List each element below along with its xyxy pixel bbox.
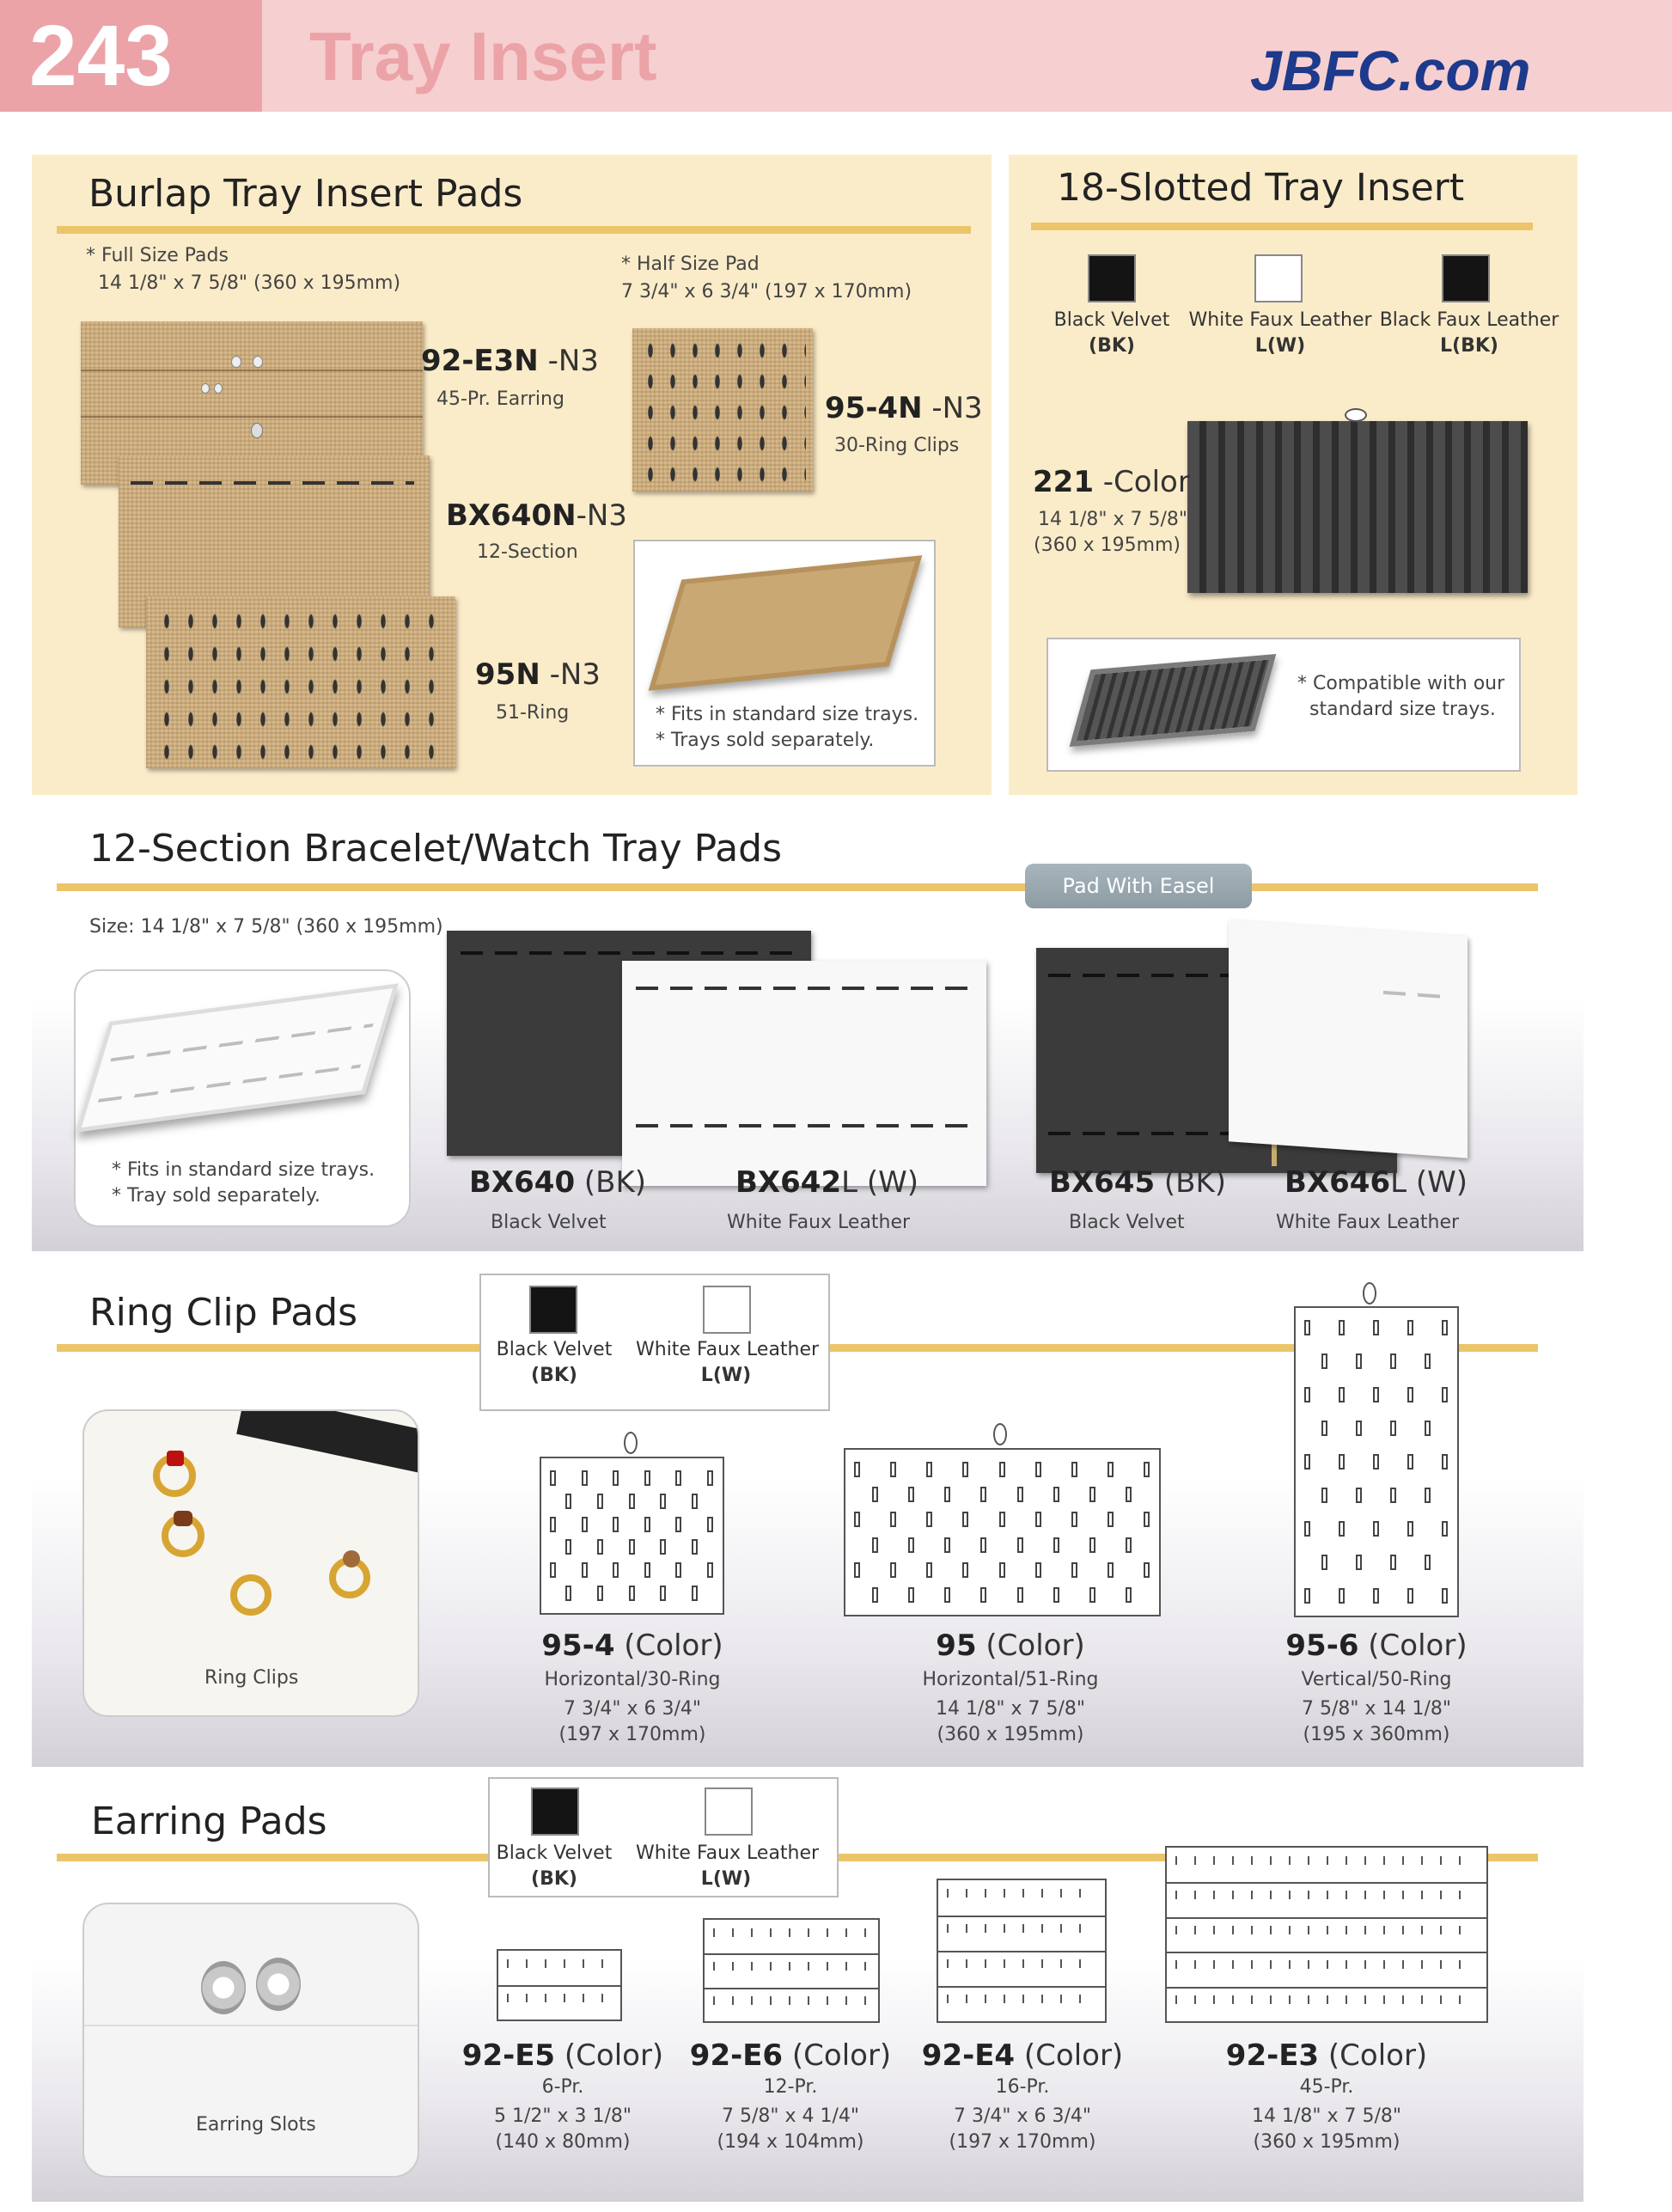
slotted-tray-photo xyxy=(1070,654,1277,747)
ring-slot xyxy=(1053,1587,1059,1603)
slotted-dims-2: (360 x 195mm) xyxy=(1034,535,1181,556)
ring-slot xyxy=(999,1462,1005,1477)
swatch-white-faux-leather[interactable] xyxy=(1254,254,1303,302)
ring-slot xyxy=(565,1494,571,1509)
earring-row-divider xyxy=(1167,1952,1486,1953)
bracelet-desc-bx642l: White Faux Leather xyxy=(727,1212,911,1233)
ring-slot xyxy=(1442,1320,1448,1335)
ring-slot xyxy=(1407,1588,1413,1604)
slotted-tray-photo-box xyxy=(1047,638,1521,772)
burlap-code-95-4n: 95-4N -N3 xyxy=(825,391,983,425)
earring-row-divider xyxy=(705,1953,878,1955)
ring-slot xyxy=(1442,1588,1448,1604)
earring-dims2-92-e6: (194 x 104mm) xyxy=(717,2131,864,2153)
compat-note-2: standard size trays. xyxy=(1309,699,1496,720)
ring-slot xyxy=(926,1512,932,1527)
ring-slot xyxy=(1390,1488,1396,1503)
ring-slot xyxy=(1144,1512,1150,1527)
ring-clip-title: Ring Clip Pads xyxy=(89,1291,358,1335)
ring-code-95-6: 95-6 (Color) xyxy=(1285,1628,1468,1663)
earring-swatch-white-faux-leather[interactable] xyxy=(705,1787,753,1836)
earring-title: Earring Pads xyxy=(91,1800,327,1843)
ring-slot xyxy=(1071,1462,1077,1477)
ring-slot xyxy=(854,1462,860,1477)
diagram-92-e4 xyxy=(937,1879,1107,2023)
ring-slot xyxy=(1017,1487,1023,1502)
earring-dims1-92-e3: 14 1/8" x 7 5/8" xyxy=(1251,2105,1402,2127)
ring-clips-label: Ring Clips xyxy=(204,1667,299,1689)
earring-row-divider xyxy=(938,1916,1105,1917)
burlap-title: Burlap Tray Insert Pads xyxy=(88,172,523,216)
ring-slot xyxy=(1089,1587,1095,1603)
ring-slot xyxy=(613,1562,619,1578)
diagram-95 xyxy=(844,1448,1161,1616)
earring-slots-photo-box xyxy=(82,1903,419,2178)
burlap-tray-photo-box xyxy=(633,540,936,767)
ring-slot xyxy=(1339,1320,1345,1335)
ring-slot xyxy=(629,1586,635,1601)
ring-slot xyxy=(1425,1488,1431,1503)
ring-slot xyxy=(1442,1387,1448,1402)
ring-slot xyxy=(908,1487,914,1502)
ring-slot xyxy=(692,1494,698,1509)
ring-slot xyxy=(890,1512,896,1527)
burlap-desc-bx640n: 12-Section xyxy=(477,541,578,563)
ring-slot xyxy=(1108,1462,1114,1477)
ring-clips-photo-box xyxy=(82,1409,419,1717)
ring-slot xyxy=(1339,1387,1345,1402)
ring-slot xyxy=(854,1562,860,1578)
swatch-label-white-faux-leather: White Faux Leather L(W) xyxy=(1188,309,1372,357)
ring-slot xyxy=(597,1539,603,1555)
earring-desc-92-e3: 45-Pr. xyxy=(1299,2076,1354,2098)
burlap-desc-95n: 51-Ring xyxy=(496,702,570,724)
ring-slot xyxy=(1035,1462,1041,1477)
ring-slot xyxy=(1356,1353,1362,1369)
ring-image xyxy=(329,1557,370,1598)
slotted-dims-1: 14 1/8" x 7 5/8" xyxy=(1038,509,1188,530)
ring-slot xyxy=(707,1517,713,1532)
earring-desc-92-e6: 12-Pr. xyxy=(763,2076,818,2098)
ring-slot xyxy=(962,1462,968,1477)
ring-slot xyxy=(999,1512,1005,1527)
ring-slot xyxy=(613,1470,619,1486)
ring-slot xyxy=(644,1517,650,1532)
ring-dims1-95-6: 7 5/8" x 14 1/8" xyxy=(1301,1698,1452,1720)
burlap-tray-photo xyxy=(649,555,923,691)
ring-slot xyxy=(1321,1555,1327,1570)
ring-slot xyxy=(926,1562,932,1578)
ring-dims2-95-6: (195 x 360mm) xyxy=(1303,1724,1450,1745)
pull-tab-icon xyxy=(1345,408,1367,422)
burlap-rule xyxy=(57,226,971,234)
swatch-black-velvet[interactable] xyxy=(1088,254,1136,302)
ring-slot xyxy=(692,1539,698,1555)
slotted-code: 221 -Color xyxy=(1033,465,1190,499)
burlap-code-bx640n: BX640N-N3 xyxy=(446,498,627,533)
ring-slot xyxy=(1425,1421,1431,1436)
earring-desc-92-e5: 6-Pr. xyxy=(541,2076,584,2098)
slotted-title: 18-Slotted Tray Insert xyxy=(1057,166,1465,210)
hang-loop-icon xyxy=(993,1423,1007,1445)
ring-slot xyxy=(944,1537,950,1553)
ring-image xyxy=(162,1514,204,1557)
ring-slot xyxy=(980,1537,986,1553)
earring-dims2-92-e5: (140 x 80mm) xyxy=(495,2131,631,2153)
bracelet-desc-bx646l: White Faux Leather xyxy=(1276,1212,1460,1233)
ring-desc-95-6: Vertical/50-Ring xyxy=(1301,1669,1452,1690)
ring-slot xyxy=(675,1470,681,1486)
ring-slot xyxy=(944,1487,950,1502)
earring-slot-row xyxy=(507,1959,612,1968)
ring-slot xyxy=(1407,1454,1413,1470)
earring-slot-row xyxy=(1175,1926,1478,1934)
earring-code-92-e4: 92-E4 (Color) xyxy=(921,2038,1124,2073)
ring-slot xyxy=(854,1512,860,1527)
ring-slot xyxy=(999,1562,1005,1578)
earring-dims1-92-e6: 7 5/8" x 4 1/4" xyxy=(721,2105,860,2127)
earring-slot-row xyxy=(713,1996,870,2005)
ring-swatch-black-velvet[interactable] xyxy=(529,1286,577,1334)
earring-slot-row xyxy=(1175,1960,1478,1969)
ring-slot xyxy=(597,1586,603,1601)
ring-slot xyxy=(550,1562,556,1578)
ring-slot xyxy=(660,1539,666,1555)
diagram-92-e5 xyxy=(497,1949,622,2021)
earring-slot-row xyxy=(947,1924,1096,1933)
ring-slot xyxy=(1390,1555,1396,1570)
earring-slot-row xyxy=(1175,1891,1478,1899)
ring-slot xyxy=(1126,1537,1132,1553)
ring-case-edge xyxy=(236,1409,419,1473)
ring-slot xyxy=(582,1517,588,1532)
burlap-code-92-e3n: 92-E3N -N3 xyxy=(421,344,599,378)
bracelet-code-bx640: BX640 (BK) xyxy=(469,1165,647,1200)
ring-slot xyxy=(1144,1562,1150,1578)
ring-slot xyxy=(707,1562,713,1578)
ring-slot xyxy=(962,1512,968,1527)
diagram-92-e3 xyxy=(1165,1846,1488,2023)
ring-slot xyxy=(1321,1488,1327,1503)
ring-code-95: 95 (Color) xyxy=(936,1628,1085,1663)
site-logo[interactable]: JBFC.com xyxy=(1250,39,1531,102)
earring-image xyxy=(256,1958,301,2011)
bracelet-tray-photo xyxy=(76,983,399,1132)
bracelet-code-bx645: BX645 (BK) xyxy=(1049,1165,1227,1200)
ring-slot xyxy=(1304,1320,1310,1335)
ring-slot xyxy=(1053,1487,1059,1502)
earring-row-divider xyxy=(1167,1882,1486,1884)
ring-slot xyxy=(1017,1537,1023,1553)
earring-swatch-label-w: White Faux Leather L(W) xyxy=(636,1842,820,1890)
ring-code-95-4: 95-4 (Color) xyxy=(541,1628,723,1663)
earring-row-divider xyxy=(938,1986,1105,1988)
bracelet-code-bx642l: BX642L (W) xyxy=(735,1165,919,1200)
ring-slot xyxy=(1304,1521,1310,1537)
ring-slot xyxy=(1321,1421,1327,1436)
ring-slot xyxy=(629,1539,635,1555)
earring-slot-row xyxy=(947,1889,1096,1897)
earring-code-92-e5: 92-E5 (Color) xyxy=(461,2038,664,2073)
ring-slot xyxy=(675,1517,681,1532)
half-size-dims: 7 3/4" x 6 3/4" (197 x 170mm) xyxy=(621,281,912,302)
ring-slot xyxy=(1321,1353,1327,1369)
diagram-95-4 xyxy=(540,1457,724,1615)
bracelet-note-2: * Tray sold separately. xyxy=(112,1185,320,1207)
ring-swatch-label-w: White Faux Leather L(W) xyxy=(636,1339,820,1386)
ring-slot xyxy=(1407,1521,1413,1537)
compat-note-1: * Compatible with our xyxy=(1297,673,1505,694)
ring-slot xyxy=(550,1470,556,1486)
earring-swatch-label-bk: Black Velvet (BK) xyxy=(496,1842,613,1890)
ring-slot xyxy=(644,1470,650,1486)
bracelet-tray-photo-box xyxy=(74,969,411,1227)
diagram-92-e6 xyxy=(703,1918,880,2023)
earring-slot-row xyxy=(947,1959,1096,1968)
burlap-desc-92-e3n: 45-Pr. Earring xyxy=(436,388,564,410)
ring-slot xyxy=(550,1517,556,1532)
ring-slot xyxy=(1373,1588,1379,1604)
ring-slot xyxy=(1126,1487,1132,1502)
ring-clip-swatch-box xyxy=(479,1274,830,1411)
ring-slot xyxy=(1339,1588,1345,1604)
ring-slot xyxy=(1108,1562,1114,1578)
earring-row-divider xyxy=(1167,1987,1486,1989)
ring-swatch-white-faux-leather[interactable] xyxy=(703,1286,751,1334)
ring-dims1-95-4: 7 3/4" x 6 3/4" xyxy=(563,1698,702,1720)
full-size-note: * Full Size Pads xyxy=(86,245,229,266)
ring-slot xyxy=(872,1587,878,1603)
ring-slot xyxy=(1425,1353,1431,1369)
ring-slot xyxy=(1339,1521,1345,1537)
ring-slot xyxy=(1071,1512,1077,1527)
ring-slot xyxy=(1071,1562,1077,1578)
ring-slot xyxy=(1053,1537,1059,1553)
ring-slot xyxy=(1108,1512,1114,1527)
ring-slot xyxy=(597,1494,603,1509)
ring-slot xyxy=(675,1562,681,1578)
diagram-95-6 xyxy=(1294,1306,1459,1617)
swatch-label-black-faux-leather: Black Faux Leather L(BK) xyxy=(1379,309,1559,357)
earring-slot-row xyxy=(507,1994,612,2002)
ring-slot xyxy=(707,1470,713,1486)
bx642l-pad-image xyxy=(622,961,986,1186)
bracelet-note-1: * Fits in standard size trays. xyxy=(112,1159,375,1181)
ring-slot xyxy=(1035,1512,1041,1527)
earring-slot-row xyxy=(1175,1995,1478,2004)
ring-slot xyxy=(565,1539,571,1555)
ring-slot xyxy=(980,1587,986,1603)
burlap-fit-note-2: * Trays sold separately. xyxy=(656,730,875,751)
ring-slot xyxy=(582,1562,588,1578)
burlap-desc-95-4n: 30-Ring Clips xyxy=(834,435,960,456)
ring-slot xyxy=(1407,1387,1413,1402)
ring-slot xyxy=(1089,1537,1095,1553)
ring-slot xyxy=(613,1517,619,1532)
earring-image xyxy=(201,1961,246,2014)
bracelet-rule xyxy=(57,883,1538,891)
ring-slot xyxy=(962,1562,968,1578)
ring-slot xyxy=(872,1487,878,1502)
earring-row-divider xyxy=(705,1988,878,1989)
ring-slot xyxy=(1339,1454,1345,1470)
ring-slot xyxy=(1089,1487,1095,1502)
bx646l-pad-image xyxy=(1229,920,1468,1158)
ring-slot xyxy=(1144,1462,1150,1477)
earring-code-92-e6: 92-E6 (Color) xyxy=(689,2038,892,2073)
swatch-label-black-velvet: Black Velvet (BK) xyxy=(1053,309,1170,357)
page-title: Tray Insert xyxy=(309,18,657,95)
ring-slot xyxy=(1373,1521,1379,1537)
earring-slot-row xyxy=(1175,1856,1478,1865)
half-size-note: * Half Size Pad xyxy=(621,254,760,275)
ring-dims2-95: (360 x 195mm) xyxy=(937,1724,1084,1745)
bracelet-desc-bx640: Black Velvet xyxy=(491,1212,607,1233)
bracelet-size: Size: 14 1/8" x 7 5/8" (360 x 195mm) xyxy=(89,916,443,938)
burlap-code-95n: 95N -N3 xyxy=(475,657,601,692)
earring-swatch-black-velvet[interactable] xyxy=(531,1787,579,1836)
swatch-black-faux-leather[interactable] xyxy=(1442,254,1490,302)
ring-slot xyxy=(660,1494,666,1509)
ring-slot xyxy=(1407,1320,1413,1335)
ring-desc-95-4: Horizontal/30-Ring xyxy=(544,1669,721,1690)
ring-image xyxy=(230,1574,272,1616)
ring-swatch-label-bk: Black Velvet (BK) xyxy=(496,1339,613,1386)
earring-row-divider xyxy=(498,1985,620,1987)
ring-slot xyxy=(565,1586,571,1601)
earring-slots-label: Earring Slots xyxy=(196,2114,316,2136)
earring-dims2-92-e3: (360 x 195mm) xyxy=(1253,2131,1400,2153)
burlap-fit-note-1: * Fits in standard size trays. xyxy=(656,704,919,725)
earring-dims1-92-e4: 7 3/4" x 6 3/4" xyxy=(953,2105,1092,2127)
ring-slot xyxy=(1425,1555,1431,1570)
ring-slot xyxy=(1442,1521,1448,1537)
ring-slot xyxy=(1356,1488,1362,1503)
ring-slot xyxy=(1390,1421,1396,1436)
ring-slot xyxy=(980,1487,986,1502)
ring-dims1-95: 14 1/8" x 7 5/8" xyxy=(935,1698,1086,1720)
ring-slot xyxy=(1356,1555,1362,1570)
ring-slot xyxy=(660,1586,666,1601)
full-size-dims: 14 1/8" x 7 5/8" (360 x 195mm) xyxy=(98,272,401,294)
ring-slot xyxy=(1035,1562,1041,1578)
ring-slot xyxy=(1304,1387,1310,1402)
ring-slot xyxy=(944,1587,950,1603)
bracelet-code-bx646l: BX646L (W) xyxy=(1285,1165,1468,1200)
earring-slot-row xyxy=(947,1995,1096,2003)
ring-slot xyxy=(1017,1587,1023,1603)
pad-with-easel-badge: Pad With Easel xyxy=(1025,864,1252,908)
ring-slot xyxy=(629,1494,635,1509)
earring-slot-row xyxy=(713,1928,870,1937)
ring-slot xyxy=(1356,1421,1362,1436)
ring-burlap-pad xyxy=(146,596,455,768)
ring-slot xyxy=(1373,1320,1379,1335)
hang-loop-icon xyxy=(624,1432,638,1454)
ring-slot xyxy=(1442,1454,1448,1470)
earring-row-divider xyxy=(1167,1917,1486,1919)
earring-dims1-92-e5: 5 1/2" x 3 1/8" xyxy=(493,2105,632,2127)
ring-dims2-95-4: (197 x 170mm) xyxy=(558,1724,706,1745)
slotted-insert-image xyxy=(1187,421,1528,593)
ring-slot xyxy=(890,1562,896,1578)
ring-slot xyxy=(1390,1353,1396,1369)
earring-dims2-92-e4: (197 x 170mm) xyxy=(949,2131,1096,2153)
earring-row-divider xyxy=(938,1951,1105,1952)
bracelet-desc-bx645: Black Velvet xyxy=(1069,1212,1185,1233)
ring-clip-burlap-pad xyxy=(632,328,813,492)
slotted-rule xyxy=(1031,223,1533,230)
ring-image xyxy=(153,1454,196,1497)
earring-swatch-box xyxy=(488,1777,839,1897)
earring-slot-row xyxy=(713,1962,870,1971)
ring-slot xyxy=(692,1586,698,1601)
ring-slot xyxy=(926,1462,932,1477)
ring-slot xyxy=(1304,1588,1310,1604)
hang-loop-icon xyxy=(1363,1282,1376,1305)
ring-slot xyxy=(1373,1387,1379,1402)
ring-desc-95: Horizontal/51-Ring xyxy=(922,1669,1099,1690)
page-number: 243 xyxy=(0,0,262,112)
ring-slot xyxy=(908,1537,914,1553)
earring-code-92-e3: 92-E3 (Color) xyxy=(1225,2038,1428,2073)
ring-slot xyxy=(582,1470,588,1486)
ring-slot xyxy=(908,1587,914,1603)
ring-slot xyxy=(1373,1454,1379,1470)
ring-slot xyxy=(644,1562,650,1578)
earring-desc-92-e4: 16-Pr. xyxy=(995,2076,1050,2098)
bracelet-title: 12-Section Bracelet/Watch Tray Pads xyxy=(89,827,783,871)
ring-slot xyxy=(890,1462,896,1477)
ring-slot xyxy=(1304,1454,1310,1470)
ring-slot xyxy=(872,1537,878,1553)
ring-slot xyxy=(1126,1587,1132,1603)
